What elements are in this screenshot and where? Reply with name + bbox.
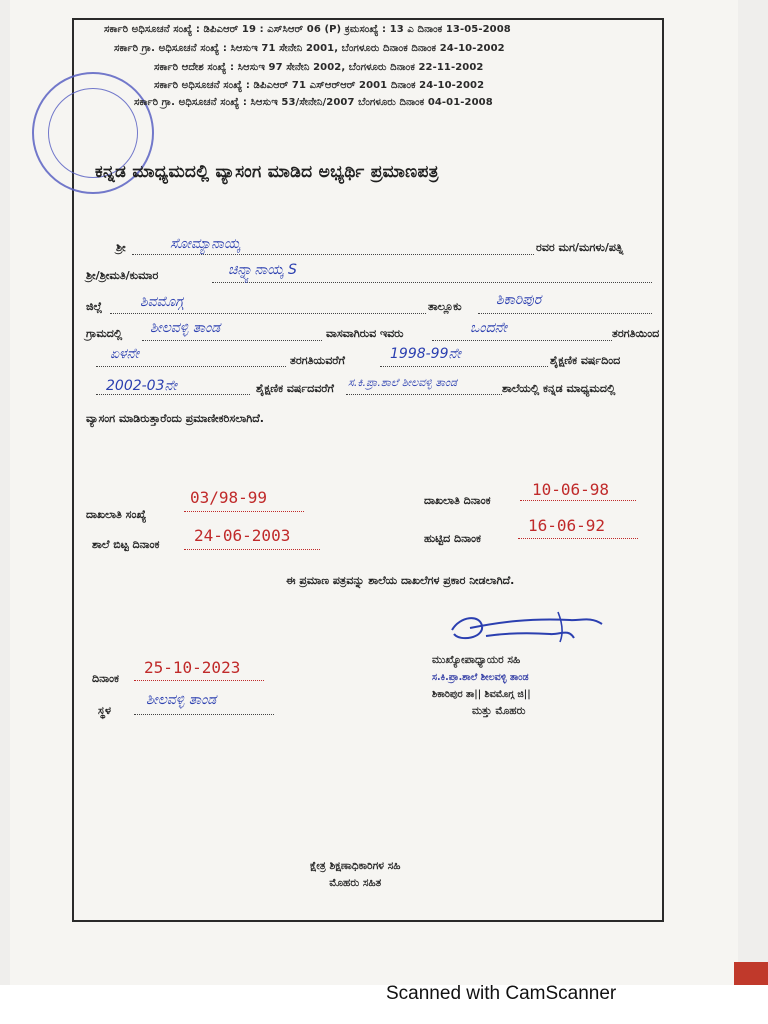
date-label: ದಿನಾಂಕ <box>92 672 119 685</box>
from-std-line <box>432 340 612 341</box>
sri-label: ಶ್ರೀ <box>116 241 126 254</box>
camscanner-watermark: Scanned with CamScanner <box>386 983 617 1004</box>
to-year-value: 2002-03ನೇ <box>106 378 177 394</box>
village-label: ಗ್ರಾಮದಲ್ಲಿ <box>86 327 123 340</box>
taluk-line <box>478 313 652 314</box>
certificate-border <box>72 18 664 922</box>
stamp-line-1: ಮುಖ್ಯೋಪಾಧ್ಯಾಯರ ಸಹಿ <box>432 654 521 666</box>
to-year-line <box>96 394 250 395</box>
stamp-line-2: ಸ.ಕಿ.ಪ್ರಾ.ಶಾಲೆ ಶೀಲವಳ್ಳಿ ತಾಂಡ <box>432 672 529 683</box>
leaving-date-line <box>184 549 320 550</box>
to-std-label: ತರಗತಿಯವರೆಗೆ <box>290 354 345 367</box>
district-line <box>110 313 426 314</box>
header-line-3: ಸರ್ಕಾರಿ ಆದೇಶ ಸಂಖ್ಯೆ : ಸಿಆಸುಇ 97 ಸೇನೇನಿ 2002, ಬೆಂಗಳೂರು ದಿನಾಂಕ 22-11-2002 <box>154 62 484 73</box>
stamp-line-3: ಶಿಕಾರಿಪುರ ತಾ|| ಶಿವಮೊಗ್ಗ ಜಿ|| <box>432 689 531 700</box>
resident-label: ವಾಸವಾಗಿರುವ ಇವರು <box>326 327 404 340</box>
header-line-5: ಸರ್ಕಾರಿ ಗ್ರಾ. ಅಧಿಸೂಚನೆ ಸಂಖ್ಯೆ : ಸಿಆಸುಇ 53/ಸೇನೇನಿ/2007 ಬೆಂಗಳೂರು ದಿನಾಂಕ 04-01-2008 <box>134 97 493 108</box>
leaving-date-value: 24-06-2003 <box>194 526 291 545</box>
header-line-2: ಸರ್ಕಾರಿ ಗ್ರಾ. ಅಧಿಸೂಚನೆ ಸಂಖ್ಯೆ : ಸಿಆಸುಇ 71 ಸೇನೇನಿ 2001, ಬೆಂಗಳೂರು ದಿನಾಂಕ ದಿನಾಂಕ 24-10-2002 <box>114 43 505 54</box>
village-line <box>142 340 322 341</box>
taluk-value: ಶಿಕಾರಿಪುರ <box>496 292 542 308</box>
headmaster-stamp <box>432 652 531 720</box>
place-line <box>134 714 274 715</box>
district-value: ಶಿವಮೊಗ್ಗ <box>140 294 184 310</box>
name-line <box>212 282 652 283</box>
beo-signature-block <box>310 858 400 892</box>
village-value: ಶೀಲವಳ್ಳಿ ತಾಂಡ <box>150 320 221 336</box>
to-std-line <box>96 366 286 367</box>
birth-date-label: ಹುಟ್ಟಿದ ದಿನಾಂಕ <box>424 532 481 545</box>
father-line <box>132 254 534 255</box>
relation-label: ರವರ ಮಗ/ಮಗಳು/ಪತ್ನಿ <box>536 241 624 254</box>
admission-no-label: ದಾಖಲಾತಿ ಸಂಖ್ಯೆ <box>86 508 147 521</box>
district-label: ಜಿಲ್ಲೆ <box>86 300 103 313</box>
from-year-label: ಶೈಕ್ಷಣಿಕ ವರ್ಷದಿಂದ <box>550 354 621 367</box>
place-label: ಸ್ಥಳ <box>98 704 111 717</box>
to-std-value: ಏಳನೇ <box>110 346 140 362</box>
taluk-label: ತಾಲ್ಲೂಕು <box>428 300 462 313</box>
footer-line-1: ಕ್ಷೇತ್ರ ಶಿಕ್ಷಣಾಧಿಕಾರಿಗಳ ಸಹಿ <box>310 860 401 872</box>
leaving-date-label: ಶಾಲೆ ಬಿಟ್ಟ ದಿನಾಂಕ <box>92 538 160 551</box>
date-line <box>134 680 264 681</box>
name-label: ಶ್ರೀ/ಶ್ರೀಮತಿ/ಕುಮಾರ <box>86 269 159 282</box>
admission-no-value: 03/98-99 <box>190 488 268 507</box>
footer-line-2: ಮೊಹರು ಸಹಿತ <box>329 877 382 889</box>
from-std-label: ತರಗತಿಯಿಂದ <box>612 327 660 340</box>
issue-date-value: 25-10-2023 <box>144 658 241 677</box>
header-line-1: ಸರ್ಕಾರಿ ಅಧಿಸೂಚನೆ ಸಂಖ್ಯೆ : ಡಿಪಿಎಆರ್ 19 : ಎಸ್‌ಸಿಆರ್ 06 (P) ಕ್ರಮಸಂಖ್ಯೆ : 13 ಎ ದಿನಾಂಕ 13-05-2008 <box>104 24 511 35</box>
school-suffix: ಶಾಲೆಯಲ್ಲಿ ಕನ್ನಡ ಮಾಧ್ಯಮದಲ್ಲಿ <box>502 382 616 395</box>
candidate-name: ಚಿನ್ನ್ಯಾನಾಯ್ಕ S <box>228 262 297 278</box>
to-year-label: ಶೈಕ್ಷಣಿಕ ವರ್ಷದವರೆಗೆ <box>256 382 334 395</box>
from-year-value: 1998-99ನೇ <box>390 346 461 362</box>
admission-date-line <box>520 500 636 501</box>
birth-date-line <box>518 538 638 539</box>
certificate-title: ಕನ್ನಡ ಮಾಧ್ಯಮದಲ್ಲಿ ವ್ಯಾಸಂಗ ಮಾಡಿದ ಅಭ್ಯರ್ಥಿ ಪ್ರಮಾಣಪತ್ರ <box>95 162 439 182</box>
school-value: ಸ.ಕಿ.ಪ್ರಾ.ಶಾಲೆ ಶೀಲವಳ್ಳಿ ತಾಂಡ <box>348 376 458 389</box>
admission-date-label: ದಾಖಲಾತಿ ದಿನಾಂಕ <box>424 494 491 507</box>
folder-edge <box>734 962 768 985</box>
admission-no-line <box>184 511 304 512</box>
from-year-line <box>380 366 548 367</box>
stamp-line-4: ಮತ್ತು ಮೊಹರು <box>472 705 526 717</box>
admission-date-value: 10-06-98 <box>532 480 610 499</box>
header-line-4: ಸರ್ಕಾರಿ ಅಧಿಸೂಚನೆ ಸಂಖ್ಯೆ : ಡಿಪಿಎಆರ್ 71 ಎಸ್‌ಆರ್‌ಆರ್ 2001 ದಿನಾಂಕ 24-10-2002 <box>154 80 485 91</box>
from-std-value: ಒಂದನೇ <box>470 320 508 336</box>
place-value: ಶೀಲವಳ್ಳಿ ತಾಂಡ <box>146 692 217 708</box>
certification-line: ವ್ಯಾಸಂಗ ಮಾಡಿರುತ್ತಾರೆಂದು ಪ್ರಮಾಣೀಕರಿಸಲಾಗಿದೆ. <box>86 412 264 425</box>
father-name: ಸೋಮ್ಯಾನಾಯ್ಕ <box>170 236 241 252</box>
birth-date-value: 16-06-92 <box>528 516 606 535</box>
issued-note: ಈ ಪ್ರಮಾಣ ಪತ್ರವನ್ನು ಶಾಲೆಯ ದಾಖಲೆಗಳ ಪ್ರಕಾರ ನೀಡಲಾಗಿದೆ. <box>286 574 515 587</box>
school-line <box>346 394 502 395</box>
